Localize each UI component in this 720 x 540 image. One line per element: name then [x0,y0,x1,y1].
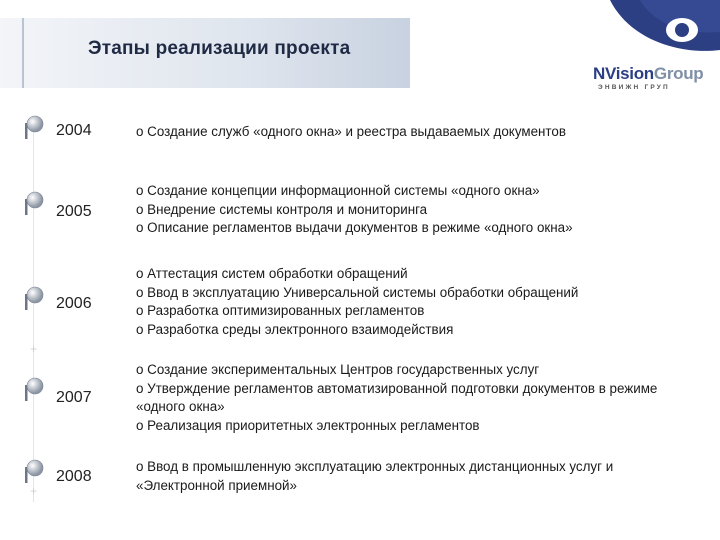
stage-item: o Разработка оптимизированных регламентов [136,303,425,319]
stage-year: 2006 [56,295,92,312]
stage-item: o Внедрение системы контроля и мониторинга [136,201,428,217]
pin-bullet-icon [22,190,46,216]
stage-items [136,361,706,435]
logo-wordmark [593,64,703,84]
stage-year: 2007 [56,389,92,406]
logo-brand-suffix: Group [653,64,704,83]
stage-item: o Ввод в эксплуатацию Универсальной системы обработки обращений [136,284,579,300]
stage-year: 2005 [56,203,92,220]
stage-item: o Описание регламентов выдачи документов в режиме «одного окна» [136,220,573,236]
stage-item: o Реализация приоритетных электронных регламентов [136,417,480,433]
stage-item: o Утверждение регламентов автоматизированной подготовки документов в режиме «одного окна» [136,380,658,415]
stage-items [136,458,696,495]
stage-year: 2008 [56,468,92,485]
logo-brand-prefix: NVision [593,64,654,83]
stage-items [136,123,706,142]
timeline-line [33,122,34,502]
pin-bullet-icon [22,458,46,484]
banner-accent-line [22,18,24,88]
stage-items [136,182,706,238]
logo-subtitle: ЭНВИЖН ГРУП [598,84,670,91]
pin-bullet-icon [22,285,46,311]
stage-item: o Разработка среды электронного взаимодействия [136,321,454,337]
stage-item: o Ввод в промышленную эксплуатацию электронных дистанционных услуг и «Электронной приемной» [136,459,614,493]
stage-item: o Создание концепции информационной системы «одного окна» [136,183,540,198]
stage-item: o Создание служб «одного окна» и реестра выдаваемых документов [136,124,566,139]
stage-items [136,265,706,339]
stage-year: 2004 [56,122,92,139]
timeline-tick: + [30,484,38,498]
pin-bullet-icon [22,114,46,140]
page-title: Этапы реализации проекта [88,38,351,59]
stage-item: o Аттестация систем обработки обращений [136,266,408,281]
stage-item: o Создание экспериментальных Центров государственных услуг [136,362,540,377]
pin-bullet-icon [22,376,46,402]
timeline-tick: + [30,342,38,356]
